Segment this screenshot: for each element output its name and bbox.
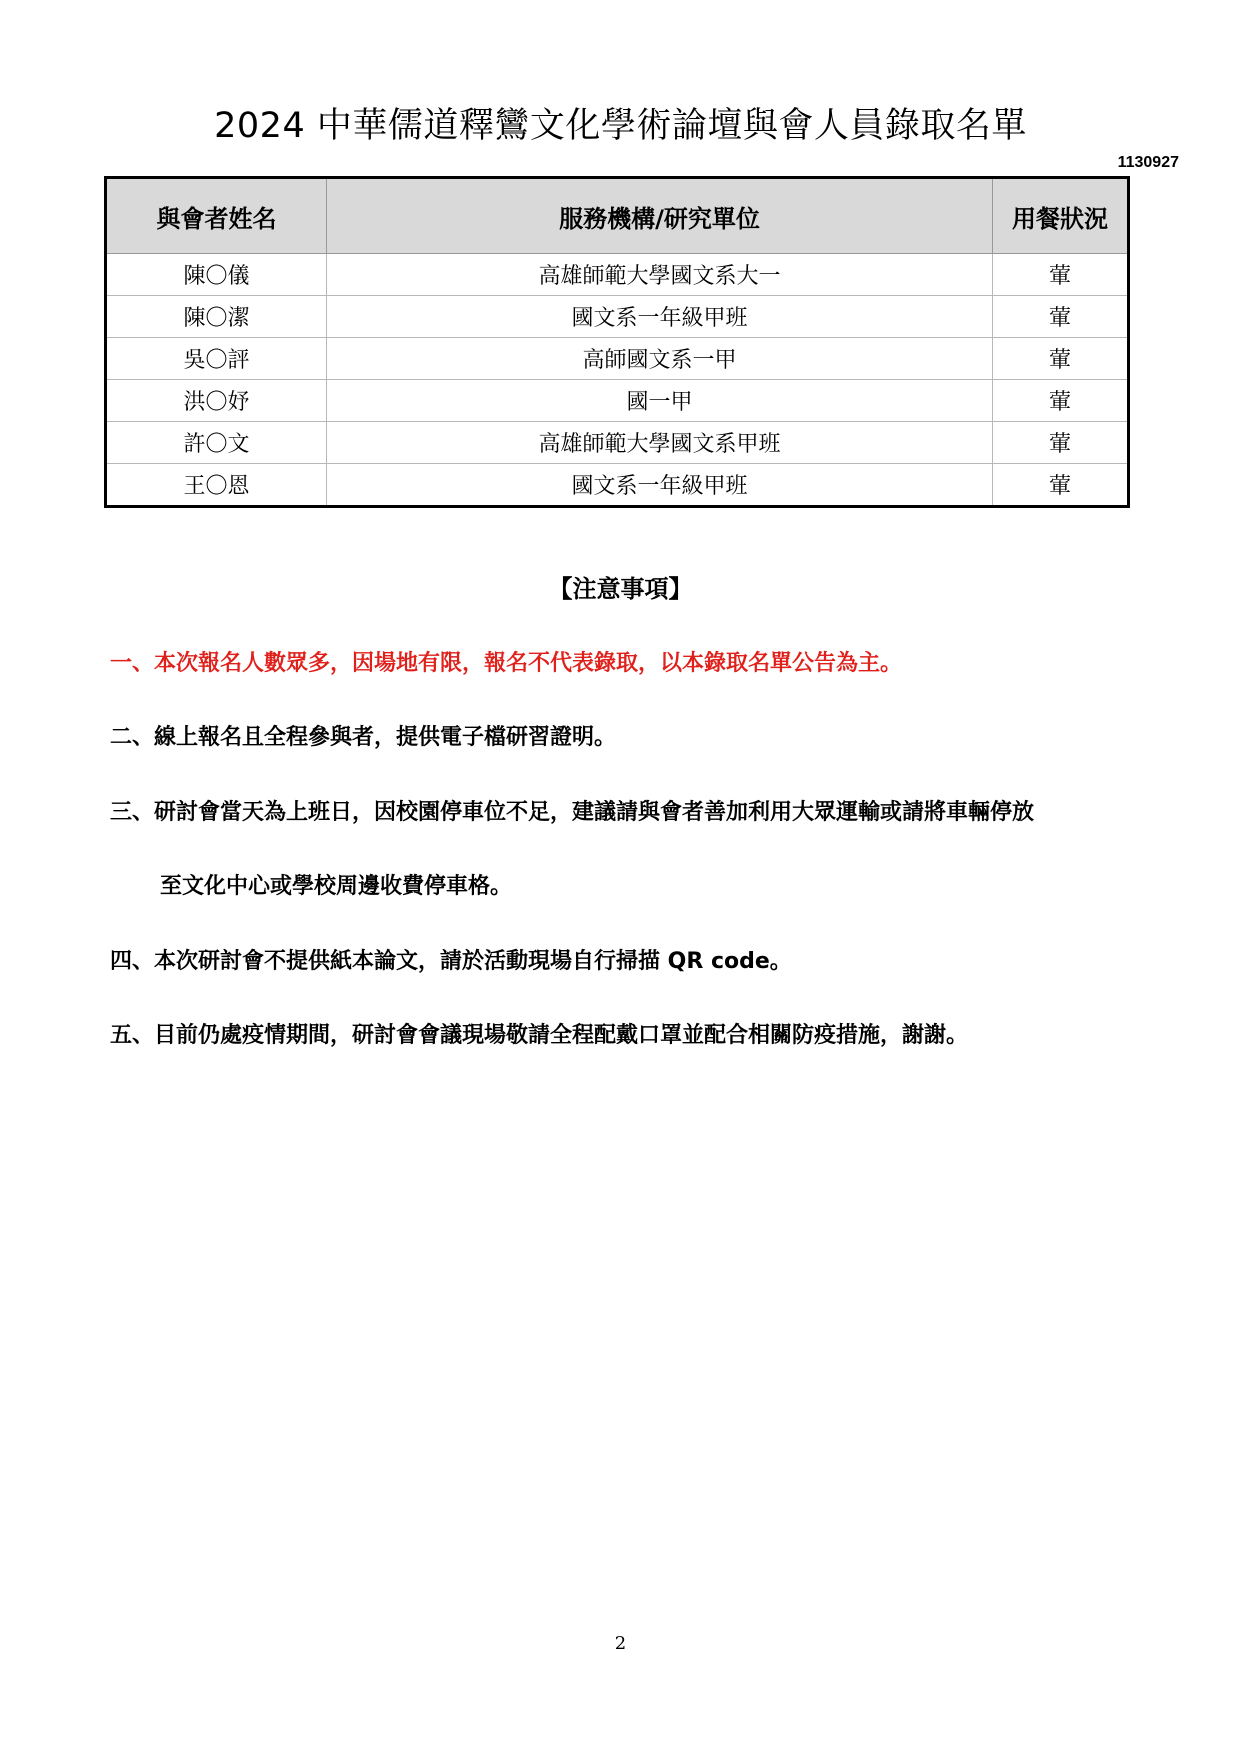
attendee-meal: 葷 bbox=[993, 422, 1129, 464]
table-row bbox=[106, 296, 1129, 338]
notice-item-5: 五、目前仍處疫情期間，研討會會議現場敬請全程配戴口罩並配合相關防疫措施，謝謝。 bbox=[110, 1023, 969, 1048]
table-row bbox=[106, 380, 1129, 422]
attendee-name: 洪〇妤 bbox=[106, 380, 327, 422]
attendee-organization: 高雄師範大學國文系甲班 bbox=[327, 422, 993, 464]
attendee-meal: 葷 bbox=[993, 464, 1129, 507]
page-number: 2 bbox=[614, 1633, 627, 1654]
attendee-name: 許〇文 bbox=[106, 422, 327, 464]
attendee-meal: 葷 bbox=[993, 254, 1129, 296]
attendee-name: 陳〇儀 bbox=[106, 254, 327, 296]
notice-item-2: 二、線上報名且全程參與者，提供電子檔研習證明。 bbox=[110, 725, 617, 750]
attendee-organization: 高師國文系一甲 bbox=[327, 338, 993, 380]
notice-item-4: 四、本次研討會不提供紙本論文，請於活動現場自行掃描 QR code。 bbox=[110, 949, 792, 974]
attendee-meal: 葷 bbox=[993, 380, 1129, 422]
attendee-name: 陳〇潔 bbox=[106, 296, 327, 338]
header-attendee-name: 與會者姓名 bbox=[106, 178, 327, 254]
notice-item-1: 一、本次報名人數眾多，因場地有限，報名不代表錄取，以本錄取名單公告為主。 bbox=[110, 651, 903, 676]
attendee-table bbox=[104, 176, 1130, 508]
notice-item-3: 三、研討會當天為上班日，因校園停車位不足，建議請與會者善加利用大眾運輸或請將車輛停放 bbox=[110, 800, 1035, 825]
table-row bbox=[106, 422, 1129, 464]
header-meal-status: 用餐狀況 bbox=[993, 178, 1129, 254]
notice-item-3-continued: 至文化中心或學校周邊收費停車格。 bbox=[160, 874, 513, 899]
attendee-name: 王〇恩 bbox=[106, 464, 327, 507]
attendee-name: 吳〇評 bbox=[106, 338, 327, 380]
attendee-meal: 葷 bbox=[993, 338, 1129, 380]
document-code: 1130927 bbox=[1117, 154, 1179, 171]
attendee-organization: 國文系一年級甲班 bbox=[327, 296, 993, 338]
attendee-organization: 高雄師範大學國文系大一 bbox=[327, 254, 993, 296]
attendee-organization: 國文系一年級甲班 bbox=[327, 464, 993, 507]
table-row bbox=[106, 338, 1129, 380]
page-title: 2024 中華儒道釋鸞文化學術論壇與會人員錄取名單 bbox=[214, 106, 1027, 146]
notice-heading: 【注意事項】 bbox=[548, 575, 693, 603]
table-row bbox=[106, 464, 1129, 507]
attendee-meal: 葷 bbox=[993, 296, 1129, 338]
table-row bbox=[106, 254, 1129, 296]
attendee-organization: 國一甲 bbox=[327, 380, 993, 422]
header-organization: 服務機構/研究單位 bbox=[327, 178, 993, 254]
table-header-row bbox=[106, 178, 1129, 254]
